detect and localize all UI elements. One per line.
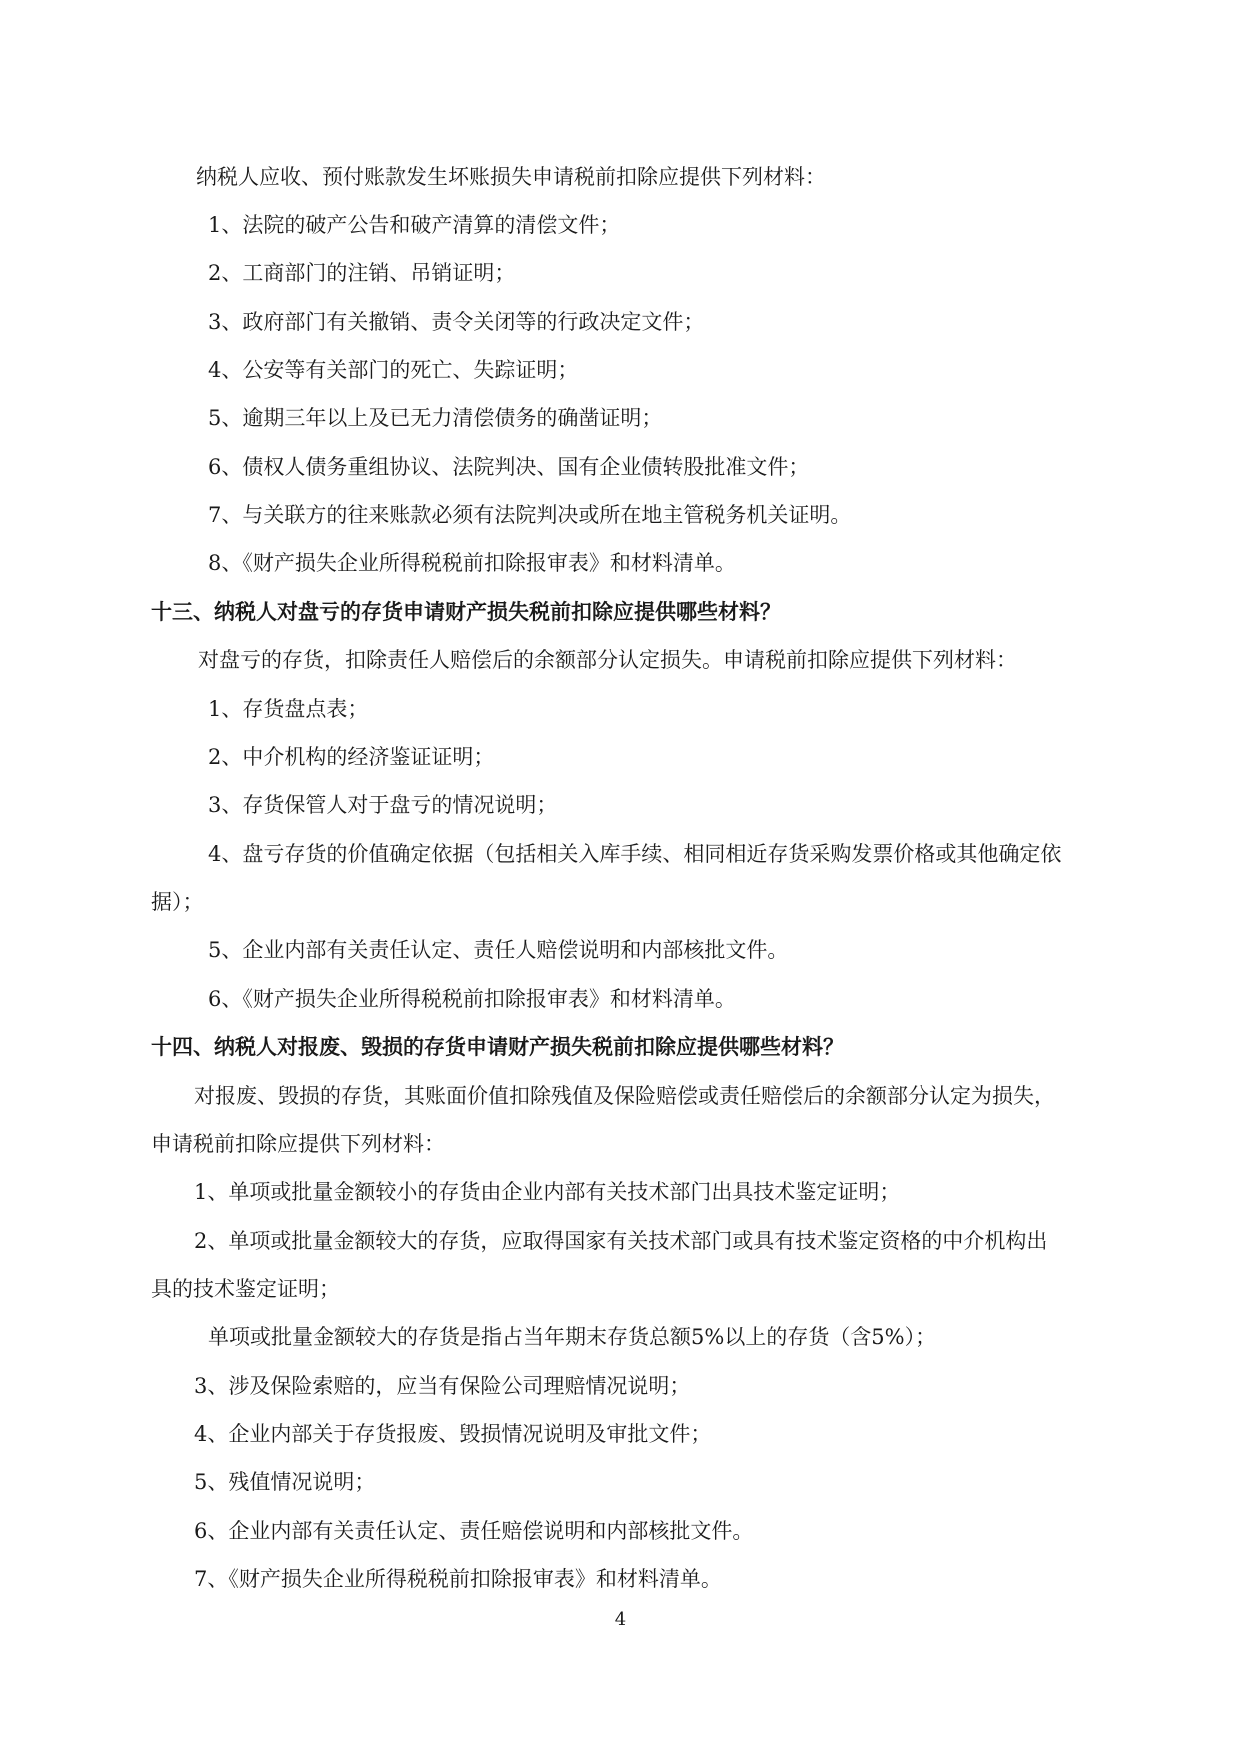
list-item: 7、与关联方的往来账款必须有法院判决或所在地主管税务机关证明。 (208, 503, 852, 527)
list-item: 5、残值情况说明； (194, 1470, 376, 1494)
list-item: 1、存货盘点表； (208, 697, 369, 721)
list-item: 2、单项或批量金额较大的存货，应取得国家有关技术部门或具有技术鉴定资格的中介机构出 (194, 1229, 1048, 1253)
list-item-continuation: 据）； (151, 890, 204, 914)
paragraph-intro-continuation: 申请税前扣除应提供下列材料： (151, 1132, 445, 1156)
list-item: 3、涉及保险索赔的，应当有保险公司理赔情况说明； (194, 1374, 691, 1398)
section-heading-14: 十四、纳税人对报废、毁损的存货申请财产损失税前扣除应提供哪些材料？ (151, 1035, 844, 1059)
page-number: 4 (614, 1609, 627, 1630)
list-item: 6、企业内部有关责任认定、责任赔偿说明和内部核批文件。 (194, 1519, 754, 1543)
list-item: 8、《财产损失企业所得税税前扣除报审表》和材料清单。 (208, 551, 736, 575)
list-item: 2、中介机构的经济鉴证证明； (208, 745, 495, 769)
list-item: 4、公安等有关部门的死亡、失踪证明； (208, 358, 579, 382)
list-item: 2、工商部门的注销、吊销证明； (208, 261, 516, 285)
list-item: 4、企业内部关于存货报废、毁损情况说明及审批文件； (194, 1422, 712, 1446)
paragraph-intro-scrapped-inventory: 对报废、毁损的存货，其账面价值扣除残值及保险赔偿或责任赔偿后的余额部分认定为损失， (194, 1084, 1055, 1108)
list-item: 1、法院的破产公告和破产清算的清偿文件； (208, 213, 621, 237)
paragraph-intro-bad-debt: 纳税人应收、预付账款发生坏账损失申请税前扣除应提供下列材料： (196, 165, 826, 189)
list-item-continuation: 具的技术鉴定证明； (151, 1277, 340, 1301)
list-note: 单项或批量金额较大的存货是指占当年期末存货总额5%以上的存货（含5%）； (208, 1325, 937, 1349)
list-item: 5、企业内部有关责任认定、责任人赔偿说明和内部核批文件。 (208, 938, 789, 962)
list-item: 6、《财产损失企业所得税税前扣除报审表》和材料清单。 (208, 987, 736, 1011)
list-item: 1、单项或批量金额较小的存货由企业内部有关技术部门出具技术鉴定证明； (194, 1180, 901, 1204)
section-heading-13: 十三、纳税人对盘亏的存货申请财产损失税前扣除应提供哪些材料？ (151, 600, 781, 624)
list-item: 4、盘亏存货的价值确定依据（包括相关入库手续、相同相近存货采购发票价格或其他确定依 (208, 842, 1062, 866)
list-item: 6、债权人债务重组协议、法院判决、国有企业债转股批准文件； (208, 455, 810, 479)
paragraph-intro-inventory-shortage: 对盘亏的存货，扣除责任人赔偿后的余额部分认定损失。申请税前扣除应提供下列材料： (198, 648, 1017, 672)
list-item: 3、存货保管人对于盘亏的情况说明； (208, 793, 558, 817)
list-item: 3、政府部门有关撤销、责令关闭等的行政决定文件； (208, 310, 705, 334)
list-item: 7、《财产损失企业所得税税前扣除报审表》和材料清单。 (194, 1567, 722, 1591)
list-item: 5、逾期三年以上及已无力清偿债务的确凿证明； (208, 406, 663, 430)
